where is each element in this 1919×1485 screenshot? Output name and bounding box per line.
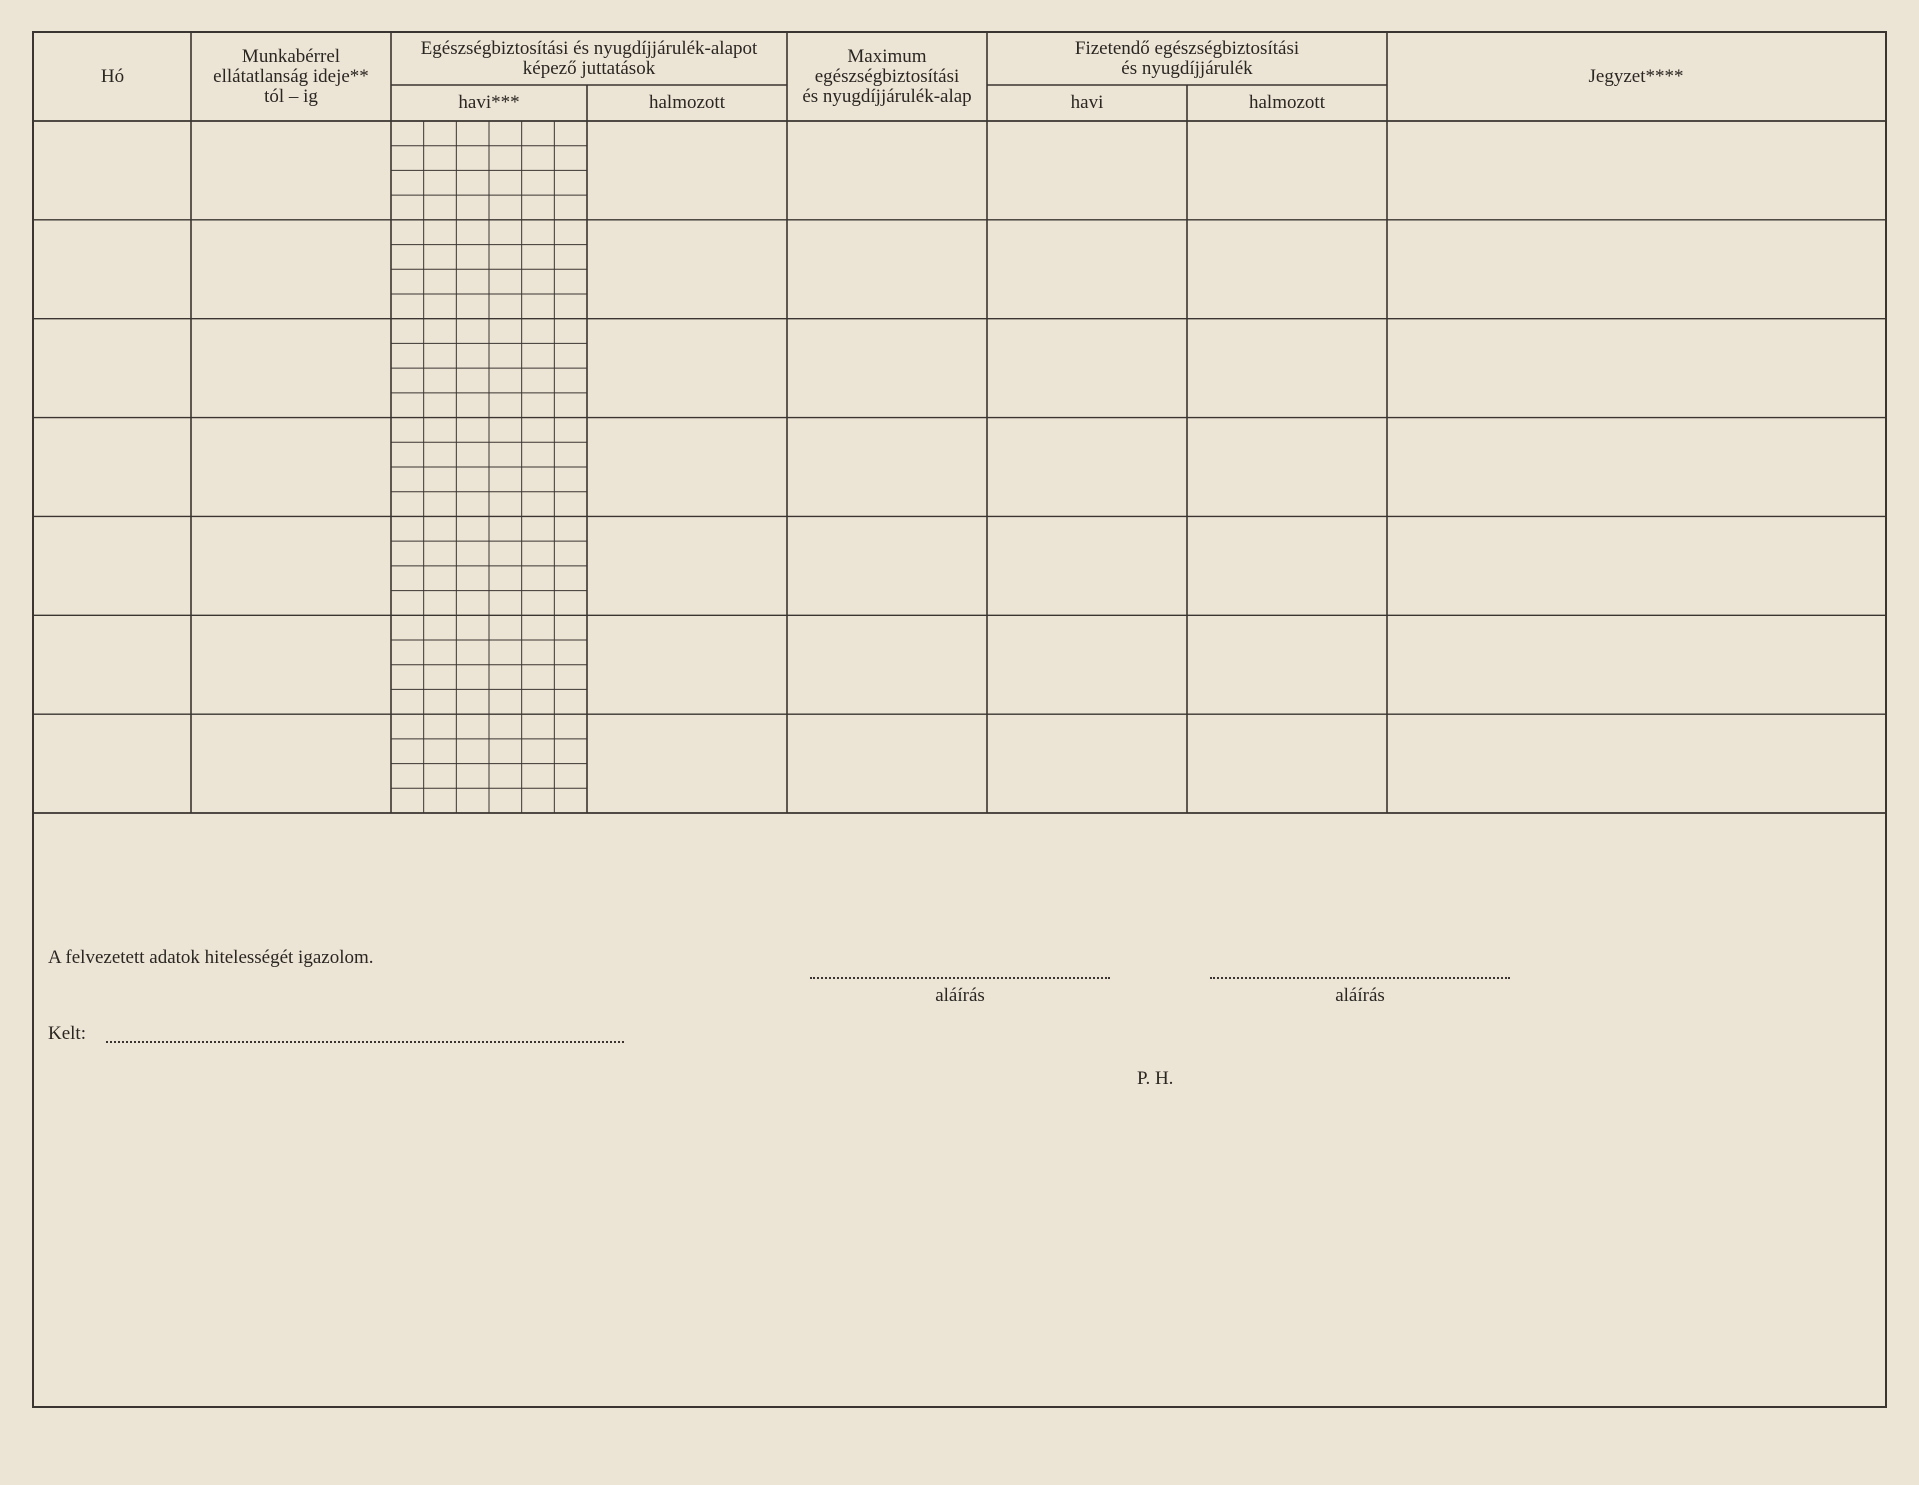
header-halmozott-1: halmozott: [649, 92, 725, 113]
signature-line-2: [1210, 977, 1510, 979]
certify-text: A felvezetett adatok hitelességét igazolom.: [48, 947, 374, 968]
header-havi-1: havi***: [458, 92, 520, 113]
kelt-date-line: [106, 1041, 624, 1043]
kelt-label: Kelt:: [48, 1023, 86, 1044]
signature-label-1: aláírás: [935, 985, 985, 1006]
header-ho: Hó: [100, 66, 125, 87]
ph-stamp-label: P. H.: [1137, 1068, 1174, 1089]
header-maximum: Maximum egészségbiztosítási és nyugdíjjárulék-alap: [802, 46, 972, 107]
header-havi-2: havi: [1070, 92, 1104, 113]
header-halmozott-2: halmozott: [1249, 92, 1325, 113]
header-fizetendo: Fizetendő egészségbiztosítási és nyugdíjjárulék: [1074, 38, 1300, 79]
header-alapot: Egészségbiztosítási és nyugdíjjárulék-alapot képező juttatások: [420, 38, 758, 79]
header-jegyzet: Jegyzet****: [1588, 66, 1684, 87]
signature-line-1: [810, 977, 1110, 979]
signature-label-2: aláírás: [1335, 985, 1385, 1006]
header-munkaberrel: Munkabérrel ellátatlanság ideje** tól – ig: [213, 46, 369, 107]
table-grid: [34, 33, 1885, 1406]
contribution-form: [32, 31, 1887, 1408]
